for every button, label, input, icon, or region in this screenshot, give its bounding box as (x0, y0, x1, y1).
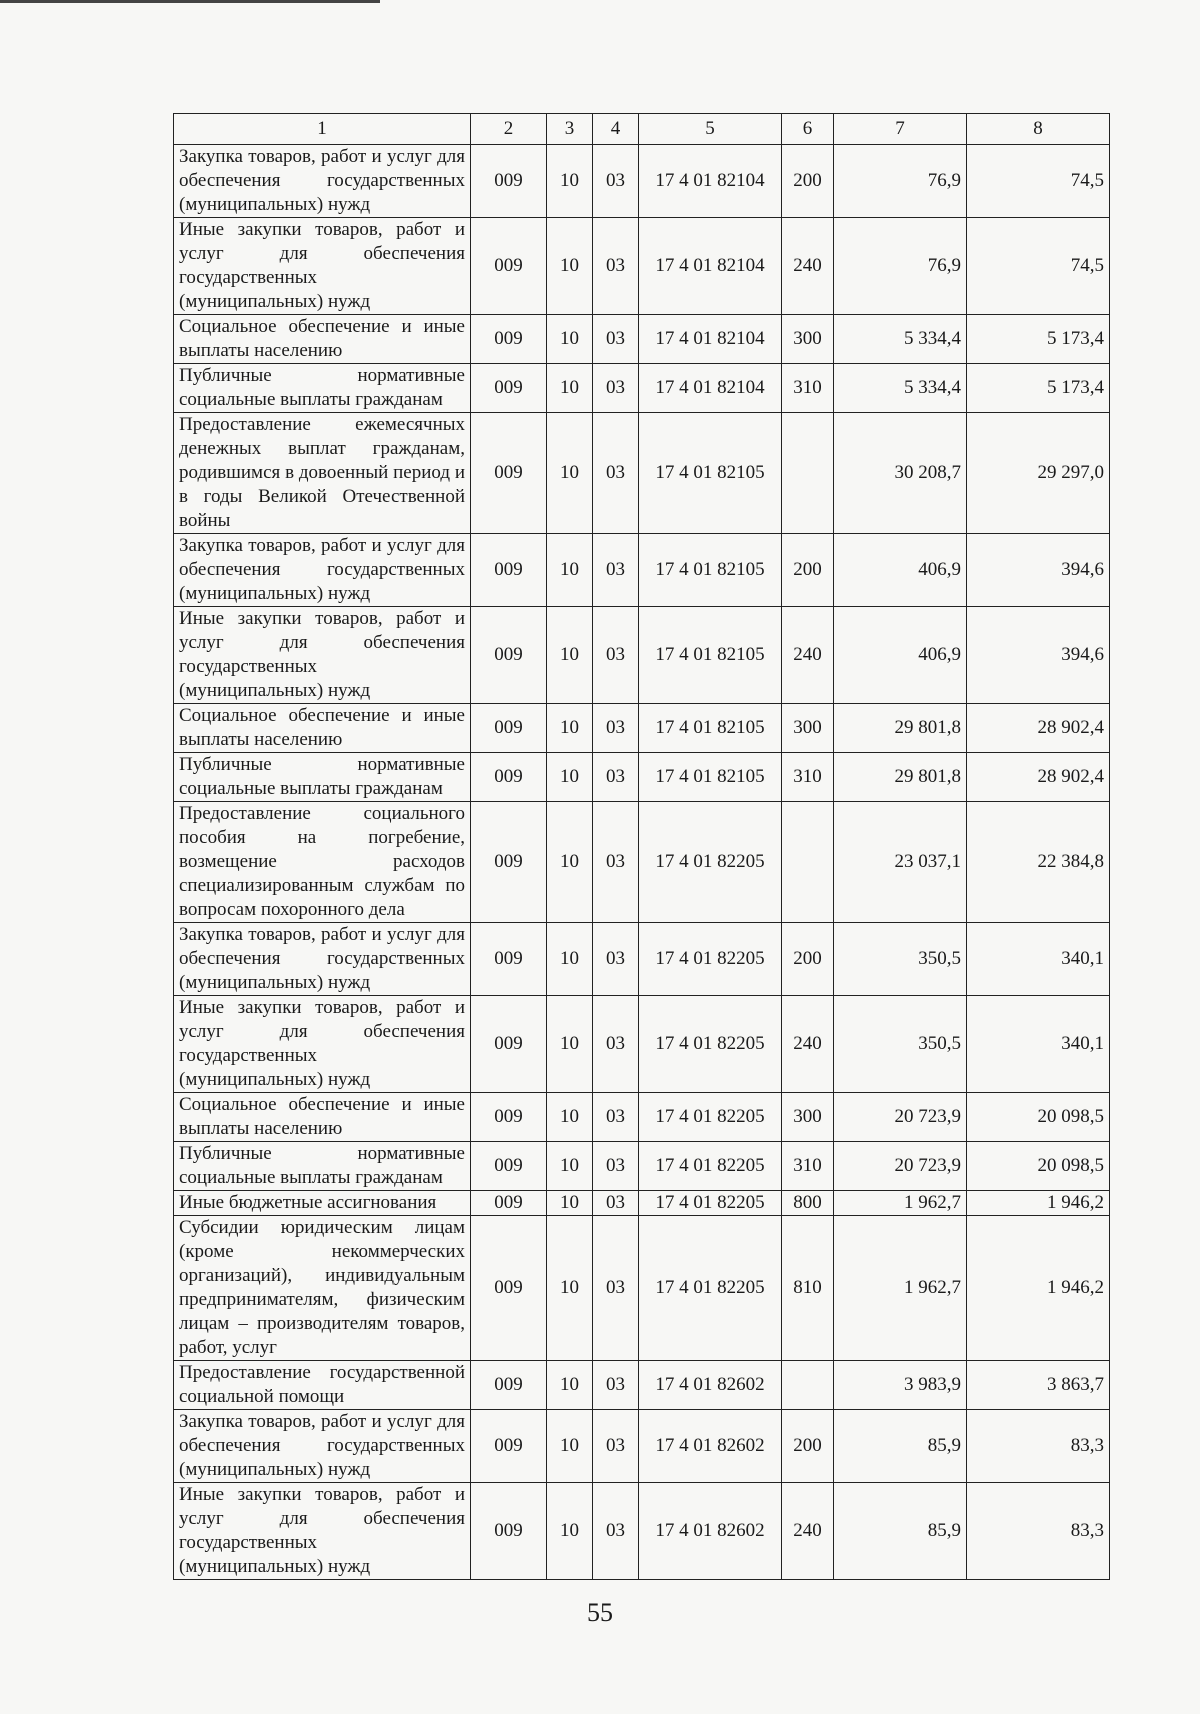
column-header: 7 (834, 114, 967, 145)
amount-col8-cell: 394,6 (967, 534, 1110, 607)
target-article-cell: 17 4 01 82105 (639, 753, 782, 802)
subsection-cell: 03 (593, 1216, 639, 1361)
section-cell: 10 (547, 145, 593, 218)
table-row (174, 996, 1110, 1093)
table-row (174, 534, 1110, 607)
column-header: 8 (967, 114, 1110, 145)
page-number: 55 (587, 1598, 613, 1627)
section-cell: 10 (547, 315, 593, 364)
section-cell: 10 (547, 1361, 593, 1410)
expense-type-cell (782, 802, 834, 923)
row-name-cell: Социальное обеспечение и иные выплаты населению (174, 1093, 471, 1142)
amount-col7-cell: 5 334,4 (834, 315, 967, 364)
column-header: 6 (782, 114, 834, 145)
subsection-cell: 03 (593, 315, 639, 364)
row-name-cell: Предоставление ежемесячных денежных выплат гражданам, родившимся в довоенный период и в годы Великой Отечественной войны (174, 413, 471, 534)
row-name-cell: Иные бюджетные ассигнования (174, 1191, 471, 1216)
target-article-cell: 17 4 01 82104 (639, 315, 782, 364)
amount-col8-cell: 74,5 (967, 145, 1110, 218)
amount-col7-cell: 350,5 (834, 996, 967, 1093)
amount-col7-cell: 5 334,4 (834, 364, 967, 413)
amount-col7-cell: 76,9 (834, 145, 967, 218)
row-name-cell: Иные закупки товаров, работ и услуг для обеспечения государственных (муниципальных) нужд (174, 218, 471, 315)
subsection-cell: 03 (593, 607, 639, 704)
expense-type-cell: 240 (782, 607, 834, 704)
admin-code-cell: 009 (471, 364, 547, 413)
amount-col7-cell: 85,9 (834, 1483, 967, 1580)
expense-type-cell: 810 (782, 1216, 834, 1361)
row-name-cell: Закупка товаров, работ и услуг для обеспечения государственных (муниципальных) нужд (174, 534, 471, 607)
table-row (174, 1093, 1110, 1142)
expense-type-cell: 310 (782, 753, 834, 802)
section-cell: 10 (547, 753, 593, 802)
amount-col7-cell: 76,9 (834, 218, 967, 315)
section-cell: 10 (547, 413, 593, 534)
admin-code-cell: 009 (471, 1361, 547, 1410)
amount-col8-cell: 20 098,5 (967, 1093, 1110, 1142)
row-name-cell: Иные закупки товаров, работ и услуг для обеспечения государственных (муниципальных) нужд (174, 1483, 471, 1580)
target-article-cell: 17 4 01 82104 (639, 218, 782, 315)
admin-code-cell: 009 (471, 413, 547, 534)
column-header: 3 (547, 114, 593, 145)
amount-col7-cell: 1 962,7 (834, 1191, 967, 1216)
budget-table-container (173, 113, 1109, 1580)
subsection-cell: 03 (593, 1361, 639, 1410)
section-cell: 10 (547, 1191, 593, 1216)
amount-col8-cell: 29 297,0 (967, 413, 1110, 534)
admin-code-cell: 009 (471, 1483, 547, 1580)
subsection-cell: 03 (593, 996, 639, 1093)
admin-code-cell: 009 (471, 1142, 547, 1191)
table-row (174, 413, 1110, 534)
amount-col7-cell: 20 723,9 (834, 1142, 967, 1191)
target-article-cell: 17 4 01 82602 (639, 1410, 782, 1483)
table-row (174, 364, 1110, 413)
subsection-cell: 03 (593, 1410, 639, 1483)
row-name-cell: Предоставление социального пособия на погребение, возмещение расходов специализированным службам по вопросам похоронного дела (174, 802, 471, 923)
subsection-cell: 03 (593, 364, 639, 413)
row-name-cell: Закупка товаров, работ и услуг для обеспечения государственных (муниципальных) нужд (174, 1410, 471, 1483)
budget-table (173, 113, 1110, 1580)
row-name-cell: Предоставление государственной социальной помощи (174, 1361, 471, 1410)
admin-code-cell: 009 (471, 996, 547, 1093)
row-name-cell: Иные закупки товаров, работ и услуг для обеспечения государственных (муниципальных) нужд (174, 996, 471, 1093)
table-row (174, 802, 1110, 923)
expense-type-cell: 300 (782, 1093, 834, 1142)
target-article-cell: 17 4 01 82104 (639, 145, 782, 218)
target-article-cell: 17 4 01 82205 (639, 802, 782, 923)
amount-col7-cell: 85,9 (834, 1410, 967, 1483)
amount-col7-cell: 23 037,1 (834, 802, 967, 923)
amount-col8-cell: 5 173,4 (967, 315, 1110, 364)
table-row (174, 315, 1110, 364)
subsection-cell: 03 (593, 1142, 639, 1191)
target-article-cell: 17 4 01 82205 (639, 996, 782, 1093)
expense-type-cell: 800 (782, 1191, 834, 1216)
section-cell: 10 (547, 802, 593, 923)
subsection-cell: 03 (593, 413, 639, 534)
table-row (174, 704, 1110, 753)
column-number-row (174, 114, 1110, 145)
table-row (174, 1410, 1110, 1483)
expense-type-cell: 300 (782, 704, 834, 753)
amount-col7-cell: 406,9 (834, 534, 967, 607)
section-cell: 10 (547, 1142, 593, 1191)
amount-col7-cell: 350,5 (834, 923, 967, 996)
section-cell: 10 (547, 1216, 593, 1361)
amount-col7-cell: 29 801,8 (834, 704, 967, 753)
expense-type-cell: 310 (782, 364, 834, 413)
amount-col8-cell: 340,1 (967, 996, 1110, 1093)
row-name-cell: Публичные нормативные социальные выплаты гражданам (174, 753, 471, 802)
table-row (174, 145, 1110, 218)
subsection-cell: 03 (593, 923, 639, 996)
target-article-cell: 17 4 01 82205 (639, 1216, 782, 1361)
section-cell: 10 (547, 218, 593, 315)
subsection-cell: 03 (593, 534, 639, 607)
section-cell: 10 (547, 1093, 593, 1142)
subsection-cell: 03 (593, 704, 639, 753)
table-row (174, 1191, 1110, 1216)
expense-type-cell: 300 (782, 315, 834, 364)
amount-col8-cell: 83,3 (967, 1483, 1110, 1580)
expense-type-cell (782, 413, 834, 534)
target-article-cell: 17 4 01 82105 (639, 413, 782, 534)
amount-col8-cell: 74,5 (967, 218, 1110, 315)
column-header: 2 (471, 114, 547, 145)
section-cell: 10 (547, 364, 593, 413)
table-row (174, 923, 1110, 996)
admin-code-cell: 009 (471, 315, 547, 364)
target-article-cell: 17 4 01 82205 (639, 1191, 782, 1216)
section-cell: 10 (547, 607, 593, 704)
subsection-cell: 03 (593, 753, 639, 802)
amount-col8-cell: 83,3 (967, 1410, 1110, 1483)
target-article-cell: 17 4 01 82205 (639, 1093, 782, 1142)
amount-col7-cell: 30 208,7 (834, 413, 967, 534)
admin-code-cell: 009 (471, 1191, 547, 1216)
amount-col8-cell: 3 863,7 (967, 1361, 1110, 1410)
row-name-cell: Иные закупки товаров, работ и услуг для обеспечения государственных (муниципальных) нужд (174, 607, 471, 704)
row-name-cell: Субсидии юридическим лицам (кроме некоммерческих организаций), индивидуальным предпринимателям, физическим лицам – производителям товаров, работ, услуг (174, 1216, 471, 1361)
expense-type-cell: 200 (782, 534, 834, 607)
subsection-cell: 03 (593, 802, 639, 923)
section-cell: 10 (547, 1483, 593, 1580)
column-header: 4 (593, 114, 639, 145)
table-row (174, 1216, 1110, 1361)
section-cell: 10 (547, 534, 593, 607)
table-row (174, 218, 1110, 315)
table-row (174, 1361, 1110, 1410)
subsection-cell: 03 (593, 1483, 639, 1580)
section-cell: 10 (547, 996, 593, 1093)
admin-code-cell: 009 (471, 534, 547, 607)
subsection-cell: 03 (593, 1191, 639, 1216)
target-article-cell: 17 4 01 82105 (639, 704, 782, 753)
table-row (174, 753, 1110, 802)
section-cell: 10 (547, 923, 593, 996)
row-name-cell: Публичные нормативные социальные выплаты гражданам (174, 1142, 471, 1191)
target-article-cell: 17 4 01 82105 (639, 534, 782, 607)
table-row (174, 607, 1110, 704)
subsection-cell: 03 (593, 1093, 639, 1142)
row-name-cell: Публичные нормативные социальные выплаты гражданам (174, 364, 471, 413)
admin-code-cell: 009 (471, 1093, 547, 1142)
amount-col8-cell: 340,1 (967, 923, 1110, 996)
section-cell: 10 (547, 704, 593, 753)
row-name-cell: Закупка товаров, работ и услуг для обеспечения государственных (муниципальных) нужд (174, 145, 471, 218)
amount-col7-cell: 1 962,7 (834, 1216, 967, 1361)
expense-type-cell: 240 (782, 1483, 834, 1580)
amount-col8-cell: 5 173,4 (967, 364, 1110, 413)
admin-code-cell: 009 (471, 923, 547, 996)
expense-type-cell: 240 (782, 996, 834, 1093)
admin-code-cell: 009 (471, 802, 547, 923)
target-article-cell: 17 4 01 82104 (639, 364, 782, 413)
amount-col7-cell: 29 801,8 (834, 753, 967, 802)
target-article-cell: 17 4 01 82105 (639, 607, 782, 704)
table-row (174, 1483, 1110, 1580)
row-name-cell: Социальное обеспечение и иные выплаты населению (174, 704, 471, 753)
admin-code-cell: 009 (471, 145, 547, 218)
expense-type-cell: 200 (782, 923, 834, 996)
admin-code-cell: 009 (471, 607, 547, 704)
subsection-cell: 03 (593, 145, 639, 218)
expense-type-cell (782, 1361, 834, 1410)
amount-col8-cell: 28 902,4 (967, 753, 1110, 802)
column-header: 5 (639, 114, 782, 145)
target-article-cell: 17 4 01 82602 (639, 1483, 782, 1580)
amount-col7-cell: 406,9 (834, 607, 967, 704)
amount-col8-cell: 394,6 (967, 607, 1110, 704)
table-row (174, 1142, 1110, 1191)
amount-col8-cell: 22 384,8 (967, 802, 1110, 923)
admin-code-cell: 009 (471, 704, 547, 753)
target-article-cell: 17 4 01 82205 (639, 1142, 782, 1191)
expense-type-cell: 200 (782, 1410, 834, 1483)
subsection-cell: 03 (593, 218, 639, 315)
admin-code-cell: 009 (471, 218, 547, 315)
amount-col7-cell: 20 723,9 (834, 1093, 967, 1142)
target-article-cell: 17 4 01 82602 (639, 1361, 782, 1410)
admin-code-cell: 009 (471, 1216, 547, 1361)
expense-type-cell: 200 (782, 145, 834, 218)
scan-top-edge-line (0, 0, 380, 3)
admin-code-cell: 009 (471, 753, 547, 802)
row-name-cell: Закупка товаров, работ и услуг для обеспечения государственных (муниципальных) нужд (174, 923, 471, 996)
amount-col8-cell: 1 946,2 (967, 1191, 1110, 1216)
column-header: 1 (174, 114, 471, 145)
amount-col8-cell: 1 946,2 (967, 1216, 1110, 1361)
section-cell: 10 (547, 1410, 593, 1483)
admin-code-cell: 009 (471, 1410, 547, 1483)
target-article-cell: 17 4 01 82205 (639, 923, 782, 996)
amount-col8-cell: 20 098,5 (967, 1142, 1110, 1191)
amount-col7-cell: 3 983,9 (834, 1361, 967, 1410)
expense-type-cell: 240 (782, 218, 834, 315)
row-name-cell: Социальное обеспечение и иные выплаты населению (174, 315, 471, 364)
expense-type-cell: 310 (782, 1142, 834, 1191)
amount-col8-cell: 28 902,4 (967, 704, 1110, 753)
